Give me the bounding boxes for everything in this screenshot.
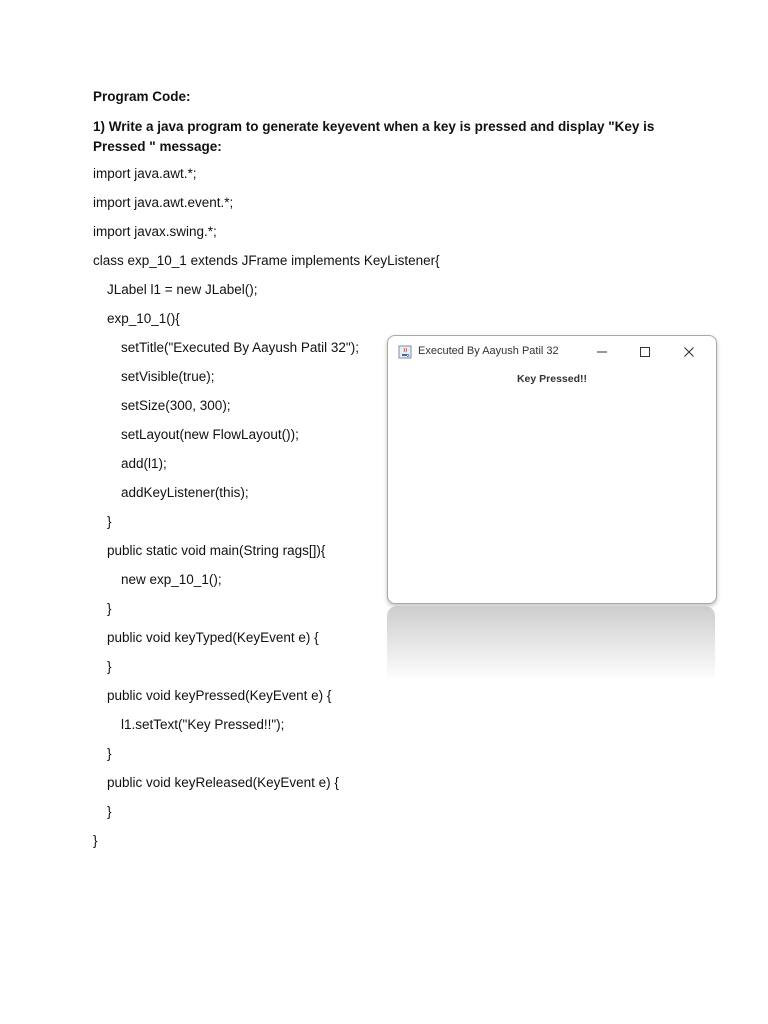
code-line: l1.setText("Key Pressed!!"); — [121, 717, 285, 732]
code-line: public void keyTyped(KeyEvent e) { — [107, 630, 319, 645]
question-text: 1) Write a java program to generate keyevent when a key is pressed and display "Key is Pressed " message: — [93, 119, 655, 154]
code-line: import java.awt.event.*; — [93, 195, 234, 210]
code-line: } — [107, 659, 112, 674]
code-line: public static void main(String rags[]){ — [107, 543, 326, 558]
minimize-icon — [590, 342, 614, 362]
code-line: setTitle("Executed By Aayush Patil 32"); — [121, 340, 359, 355]
code-line: add(l1); — [121, 456, 167, 471]
java-cup-icon — [398, 345, 412, 359]
maximize-icon — [633, 342, 657, 362]
code-line: public void keyReleased(KeyEvent e) { — [107, 775, 339, 790]
code-line: setLayout(new FlowLayout()); — [121, 427, 299, 442]
code-line: setSize(300, 300); — [121, 398, 231, 413]
code-line: } — [107, 746, 112, 761]
code-line: class exp_10_1 extends JFrame implements KeyListener{ — [93, 253, 440, 268]
code-line: } — [107, 514, 112, 529]
code-line: addKeyListener(this); — [121, 485, 249, 500]
code-line: import java.awt.*; — [93, 166, 197, 181]
close-icon — [677, 342, 701, 362]
code-line: public void keyPressed(KeyEvent e) { — [107, 688, 332, 703]
code-line: JLabel l1 = new JLabel(); — [107, 282, 258, 297]
code-line: } — [107, 601, 112, 616]
window-content — [396, 368, 708, 595]
window-titlebar — [388, 336, 716, 368]
window-reflection — [387, 606, 715, 681]
code-line: setVisible(true); — [121, 369, 215, 384]
output-window-screenshot — [387, 335, 717, 604]
window-title: Executed By Aayush Patil 32 — [418, 345, 559, 357]
key-pressed-label: Key Pressed!! — [516, 373, 588, 385]
code-line: import javax.swing.*; — [93, 224, 217, 239]
code-line: } — [93, 833, 98, 848]
code-line: new exp_10_1(); — [121, 572, 222, 587]
code-line: exp_10_1(){ — [107, 311, 180, 326]
code-line: } — [107, 804, 112, 819]
section-heading: Program Code: — [93, 89, 191, 104]
